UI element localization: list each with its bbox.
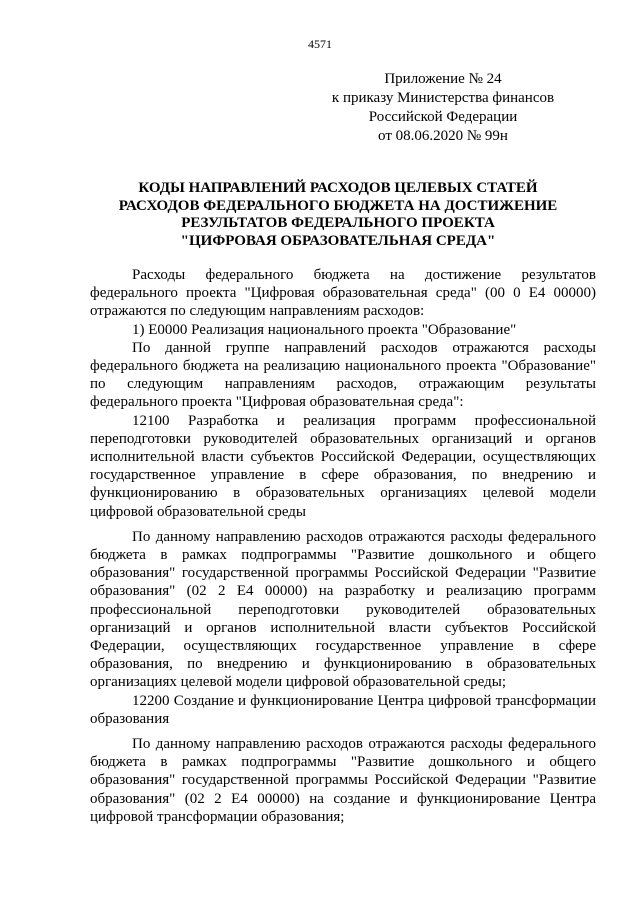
title-line: РАСХОДОВ ФЕДЕРАЛЬНОГО БЮДЖЕТА НА ДОСТИЖЕНИЕ <box>118 197 558 214</box>
appendix-country: Российской Федерации <box>368 109 518 125</box>
expense-description-12200: По данному направлению расходов отражаются расходы федерального бюджета в рамках подпрограммы "Развитие дошкольного и общего образования" государственной программы Российской Федерации "Развитие образования" (02 2 Е4 00000) на создание и функционирование Центра цифровой трансформации образования; <box>90 736 596 825</box>
intro-paragraph: Расходы федерального бюджета на достижение результатов федерального проекта "Цифровая образовательная среда" (00 0 Е4 00000) отражаются по следующим направлениям расходов: <box>90 267 596 320</box>
section-heading: 1) Е0000 Реализация национального проекта "Образование" <box>132 321 517 338</box>
appendix-header <box>303 70 583 146</box>
document-title <box>88 180 588 250</box>
title-line: "ЦИФРОВАЯ ОБРАЗОВАТЕЛЬНАЯ СРЕДА" <box>180 232 496 249</box>
document-body <box>90 266 596 826</box>
section-description: По данной группе направлений расходов отражаются расходы федерального бюджета на реализацию национального проекта "Образование" по следующим направлениям расходов, отражающим результаты федерального проекта "Цифровая образовательная среда": <box>90 339 596 411</box>
expense-direction-12200: 12200 Создание и функционирование Центра цифровой трансформации образования <box>90 692 596 727</box>
appendix-number: Приложение № 24 <box>384 71 502 87</box>
appendix-date: от 08.06.2020 № 99н <box>378 128 508 144</box>
title-line: РЕЗУЛЬТАТОВ ФЕДЕРАЛЬНОГО ПРОЕКТА <box>181 215 495 231</box>
page-number: 4571 <box>308 37 332 51</box>
title-line: КОДЫ НАПРАВЛЕНИЙ РАСХОДОВ ЦЕЛЕВЫХ СТАТЕЙ <box>138 180 538 196</box>
appendix-order-reference: к приказу Министерства финансов <box>331 90 555 106</box>
expense-description-12100: По данному направлению расходов отражаются расходы федерального бюджета в рамках подпрограммы "Развитие дошкольного и общего образования" государственной программы Российской Федерации "Развитие образования" (02 2 Е4 00000) на разработку и реализацию программ профессиональной переподготовки руководителей образовательных организаций и органов исполнительной власти субъектов Российской Федерации, осуществляющих государственное управление в сфере образования, по внедрению и функционированию в образовательных организациях целевой модели цифровой образовательной среды; <box>90 528 596 691</box>
expense-direction-12100: 12100 Разработка и реализация программ профессиональной переподготовки руководителей образовательных организаций и органов исполнительной власти субъектов Российской Федерации, осуществляющих государственное управление в сфере образования, по внедрению и функционированию в образовательных организациях целевой модели цифровой образовательной среды <box>90 412 596 520</box>
